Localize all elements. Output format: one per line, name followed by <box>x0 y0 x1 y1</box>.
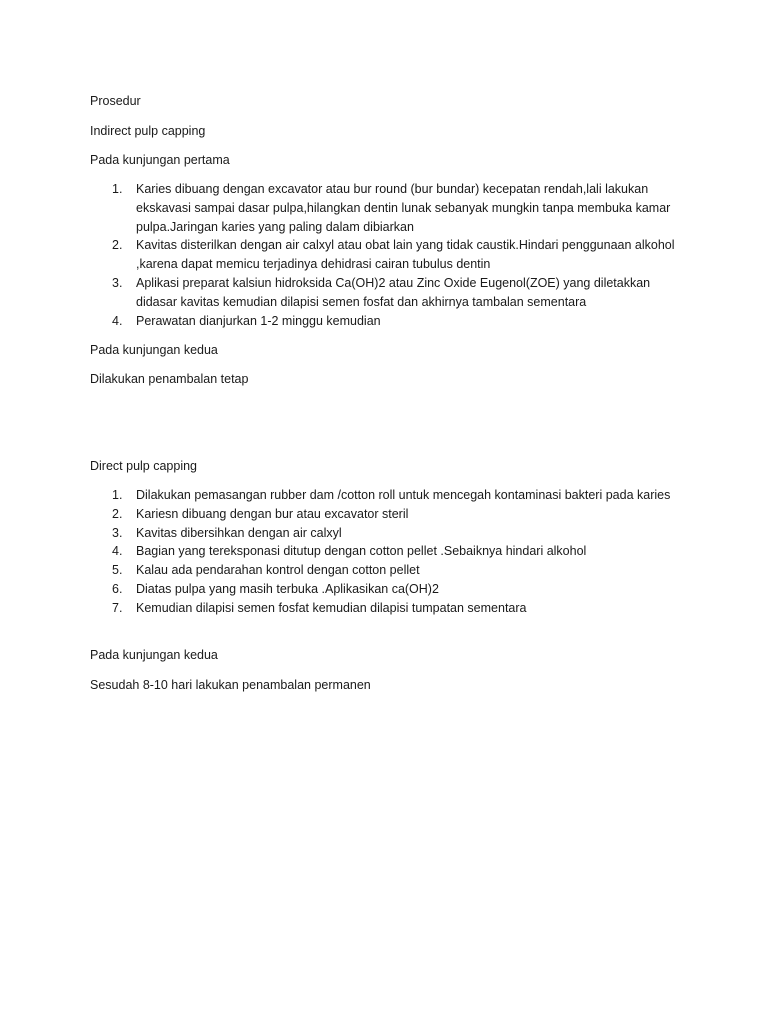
list-item <box>90 580 690 599</box>
list-item <box>90 505 690 524</box>
list-item-text: Bagian yang tereksponasi ditutup dengan cotton pellet .Sebaiknya hindari alkohol <box>136 544 587 559</box>
list-item-number: 6. <box>112 581 123 596</box>
indirect-visit1-label: Pada kunjungan pertama <box>90 153 230 167</box>
indirect-steps-list <box>90 180 690 330</box>
list-item <box>90 524 690 543</box>
list-item <box>90 486 690 505</box>
list-item-number: 1. <box>112 488 123 502</box>
direct-section-title: Direct pulp capping <box>90 459 198 473</box>
list-item-number: 5. <box>112 563 123 578</box>
list-item <box>90 312 690 331</box>
indirect-section-title: Indirect pulp capping <box>90 124 206 138</box>
list-item-text: Aplikasi preparat kalsiun hidroksida Ca(OH)2 atau Zinc Oxide Eugenol(ZOE) yang diletakkan didasar kavitas kemudian dilapisi semen fosfat dan akhirnya tambalan sementara <box>136 275 651 309</box>
list-item-number: 4. <box>112 544 123 559</box>
list-item <box>90 236 690 274</box>
direct-visit2-label: Pada kunjungan kedua <box>90 648 218 662</box>
list-item-text: Perawatan dianjurkan 1-2 minggu kemudian <box>136 313 381 328</box>
list-item <box>90 274 690 312</box>
list-item <box>90 180 690 236</box>
list-item-text: Kemudian dilapisi semen fosfat kemudian dilapisi tumpatan sementara <box>136 600 527 615</box>
list-item-text: Kavitas disterilkan dengan air calxyl atau obat lain yang tidak caustik.Hindari penggunaan alkohol ,karena dapat memicu terjadinya dehidrasi cairan tubulus dentin <box>136 238 675 272</box>
list-item-text: Karies dibuang dengan excavator atau bur round (bur bundar) kecepatan rendah,lali lakukan ekskavasi sampai dasar pulpa,hilangkan dentin lunak sebanyak mungkin tanpa membuka kamar pulpa.Jaringan karies yang paling dalam dibiarkan <box>136 182 671 234</box>
indirect-visit2-label: Pada kunjungan kedua <box>90 343 218 357</box>
document-heading: Prosedur <box>90 94 141 108</box>
direct-visit2-text: Sesudah 8-10 hari lakukan penambalan permanen <box>90 678 371 692</box>
direct-steps-list <box>90 486 690 618</box>
list-item <box>90 542 690 561</box>
list-item-text: Kavitas dibersihkan dengan air calxyl <box>136 525 342 540</box>
list-item-number: 2. <box>112 238 123 253</box>
list-item-number: 1. <box>112 182 123 196</box>
list-item-number: 3. <box>112 525 123 540</box>
list-item-number: 2. <box>112 506 123 521</box>
list-item-text: Dilakukan pemasangan rubber dam /cotton roll untuk mencegah kontaminasi bakteri pada karies <box>136 488 671 502</box>
list-item-number: 3. <box>112 275 123 290</box>
list-item <box>90 599 690 618</box>
indirect-visit2-text: Dilakukan penambalan tetap <box>90 372 249 386</box>
list-item-text: Kariesn dibuang dengan bur atau excavator steril <box>136 506 409 521</box>
list-item-number: 4. <box>112 313 123 328</box>
list-item <box>90 561 690 580</box>
list-item-number: 7. <box>112 600 123 615</box>
list-item-text: Diatas pulpa yang masih terbuka .Aplikasikan ca(OH)2 <box>136 581 439 596</box>
list-item-text: Kalau ada pendarahan kontrol dengan cotton pellet <box>136 563 420 578</box>
